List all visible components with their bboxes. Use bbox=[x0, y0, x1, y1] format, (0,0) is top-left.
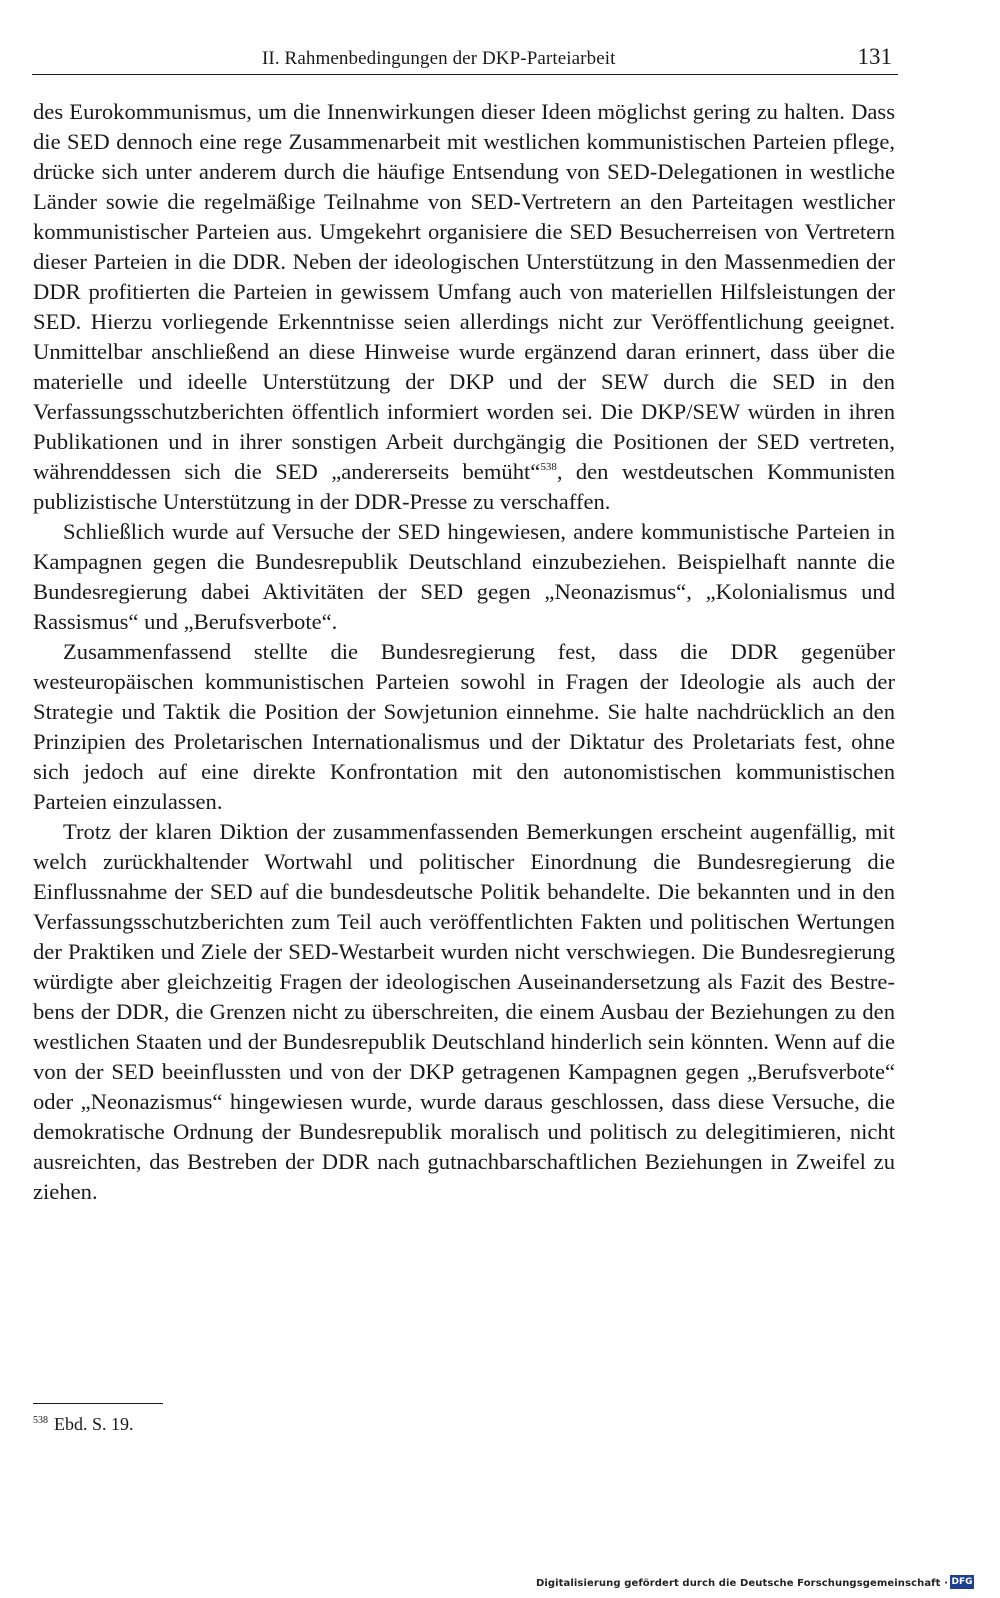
footnote-text: Ebd. S. 19. bbox=[54, 1414, 134, 1434]
paragraph-1 bbox=[33, 97, 895, 517]
digitization-note: Digitalisierung gefördert durch die Deutsche Forschungsgemeinschaft · bbox=[535, 1578, 948, 1589]
paragraph-3: Zusammenfassend stellte die Bundesregierung fest, dass die DDR gegenüber westeuropäischen kommunistischen Parteien sowohl in Fragen der Ideologie als auch der Strategie und Taktik die Position der Sowjetunion einnehme. Sie halte nachdrücklich an den Prinzipien des Proletarischen Internationalismus und der Diktatur des Proletariats fest, ohne sich jedoch auf eine direkte Konfrontation mit den autonomistischen kommunistischen Parteien einzulassen. bbox=[33, 639, 895, 814]
footnote-divider bbox=[33, 1403, 163, 1404]
paragraph-2: Schließlich wurde auf Versuche der SED hingewiesen, andere kommunistische Parteien in Kampagnen gegen die Bundesrepublik Deutschland einzubeziehen. Beispielhaft nannte die Bundesregierung dabei Aktivitäten der SED gegen „Neonazismus“, „Kolonialismus und Rassismus“ und „Berufsverbote“. bbox=[33, 519, 895, 634]
footnote-number: 538 bbox=[33, 1415, 48, 1426]
paragraph-1-text: des Eurokommunismus, um die Innenwirkungen dieser Ideen möglichst gering zu halten. Dass die SED dennoch eine rege Zusammenarbeit mit westlichen kommunistischen Parteien pflege, drücke sich unter anderem durch die häufige Entsendung von SED-Delegationen in westliche Länder sowie die regelmäßige Teilnahme von SED-Vertretern an den Parteitagen westlicher kommunistischer Parteien aus. Umgekehrt organisiere die SED Besucherreisen von Vertretern dieser Parteien in die DDR. Neben der ideologischen Unterstützung in den Massenmedien der DDR profitierten die Parteien in gewissem Umfang auch von materiellen Hilfsleistungen der SED. Hierzu vorliegende Erkenntnisse seien allerdings nicht zur Veröffentlichung geeignet. Unmittelbar anschließend an diese Hinweise wurde ergänzend daran erinnert, dass über die materielle und ideelle Unterstützung der DKP und der SEW durch die SED in den Verfassungsschutzberichten öffentlich informiert worden sei. Die DKP/SEW würden in ihren Publikationen und in ihrer sonstigen Arbeit durchgängig die Positionen der SED vertreten, währenddessen sich die SED „andererseits bemüht“ bbox=[33, 99, 895, 484]
dfg-logo-icon: DFG bbox=[951, 1577, 973, 1587]
body-text bbox=[33, 97, 895, 1207]
page-number: 131 bbox=[857, 44, 892, 69]
footnote bbox=[33, 1412, 134, 1436]
paragraph-1-text-continued: , den westdeutschen Kommunisten publizistische Unterstützung in der DDR-Presse zu verschaffen. bbox=[33, 459, 895, 514]
footnote-reference: 538 bbox=[540, 461, 557, 473]
running-head bbox=[32, 44, 898, 75]
running-title: II. Rahmenbedingungen der DKP-Parteiarbeit bbox=[262, 48, 616, 69]
paragraph-4: Trotz der klaren Diktion der zusammenfassenden Bemerkungen erscheint augenfällig, mit welch zurückhaltender Wortwahl und politischer Einordnung die Bundesregierung die Einflussnahme der SED auf die bundesdeutsche Politik behandelte. Die bekannten und in den Verfassungsschutzberichten zum Teil auch veröffentlichten Fakten und politischen Wertungen der Praktiken und Ziele der SED-Westarbeit wurden nicht verschwiegen. Die Bundesregierung würdigte aber gleichzeitig Fragen der ideologischen Auseinandersetzung als Fazit des Bestrebens der DDR, die Grenzen nicht zu überschreiten, die einem Ausbau der Beziehungen zu den westlichen Staaten und der Bundesrepublik Deutschland hinderlich sein könnten. Wenn auf die von der SED beeinflussten und von der DKP getragenen Kampagnen gegen „Berufsverbote“ oder „Neonazismus“ hingewiesen wurde, wurde daraus geschlossen, dass diese Versuche, die demokratische Ordnung der Bundesrepublik moralisch und politisch zu delegitimieren, nicht ausreichten, das Bestreben der DDR nach gutnachbarschaftlichen Beziehungen in Zweifel zu ziehen. bbox=[33, 819, 895, 1204]
